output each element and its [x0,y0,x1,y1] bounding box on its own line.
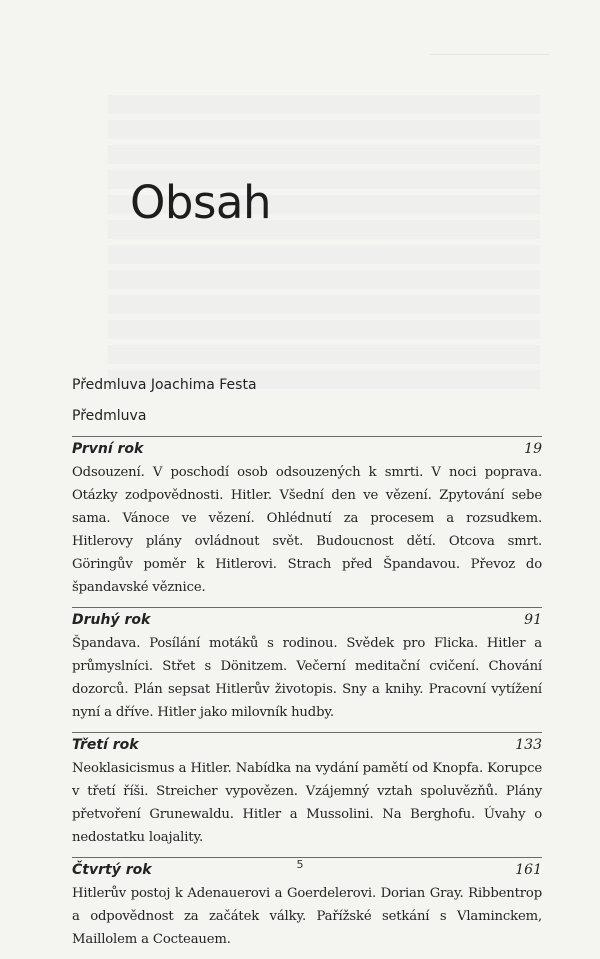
toc-section-fourth-year [72,857,542,951]
section-title: Druhý rok [72,612,151,628]
toc-entry-foreword-festa[interactable]: Předmluva Joachima Festa [72,377,257,393]
section-title: První rok [72,441,144,457]
page-number: 5 [296,858,304,871]
page-title: Obsah [130,176,272,229]
section-page-number: 133 [515,737,542,753]
toc-section-heading[interactable] [72,436,542,461]
section-summary: Odsouzení. V poschodí osob odsouzených k smrti. V noci poprava. Otázky zodpovědnosti. Hitler. Všední den ve vězení. Zpytování sebe sama. Vánoce ve vězení. Ohlédnutí za procesem a rozsudkem. Hitlerovy plány ovládnout svět. Budoucnost dětí. Otcova smrt. Göringův poměr k Hitlerovi. Strach před Špandavou. Převoz do špandavské věznice. [72,465,542,595]
toc-section-first-year [72,436,542,599]
toc-section-third-year [72,732,542,849]
toc-section-heading[interactable] [72,607,542,632]
toc-section-second-year [72,607,542,724]
toc-entry-foreword[interactable]: Předmluva [72,408,147,424]
section-summary: Neoklasicismus a Hitler. Nabídka na vydání pamětí od Knopfa. Korupce v třetí říši. Streicher vypovězen. Vzájemný vztah spoluvězňů. Plány přetvoření Grunewaldu. Hitler a Mussolini. Na Berghofu. Úvahy o nedostatku loajality. [72,761,542,845]
section-page-number: 19 [524,441,542,457]
section-page-number: 91 [524,612,542,628]
table-of-contents [72,374,542,959]
section-title: Třetí rok [72,737,139,753]
bleed-through-running-head [430,40,550,55]
section-summary: Hitlerův postoj k Adenauerovi a Goerdelerovi. Dorian Gray. Ribbentrop a odpovědnost za začátek války. Pařížské setkání s Vlaminckem, Maillolem a Cocteauem. [72,886,542,947]
section-summary: Špandava. Posílání motáků s rodinou. Svědek pro Flicka. Hitler a průmyslníci. Střet s Dönitzem. Večerní meditační cvičení. Chování dozorců. Plán sepsat Hitlerův životopis. Sny a knihy. Pracovní vytížení nyní a dříve. Hitler jako milovník hudby. [72,636,542,720]
section-title: Čtvrtý rok [72,862,152,878]
toc-section-heading[interactable] [72,732,542,757]
section-page-number: 161 [515,862,542,878]
bleed-through-text [70,95,540,395]
